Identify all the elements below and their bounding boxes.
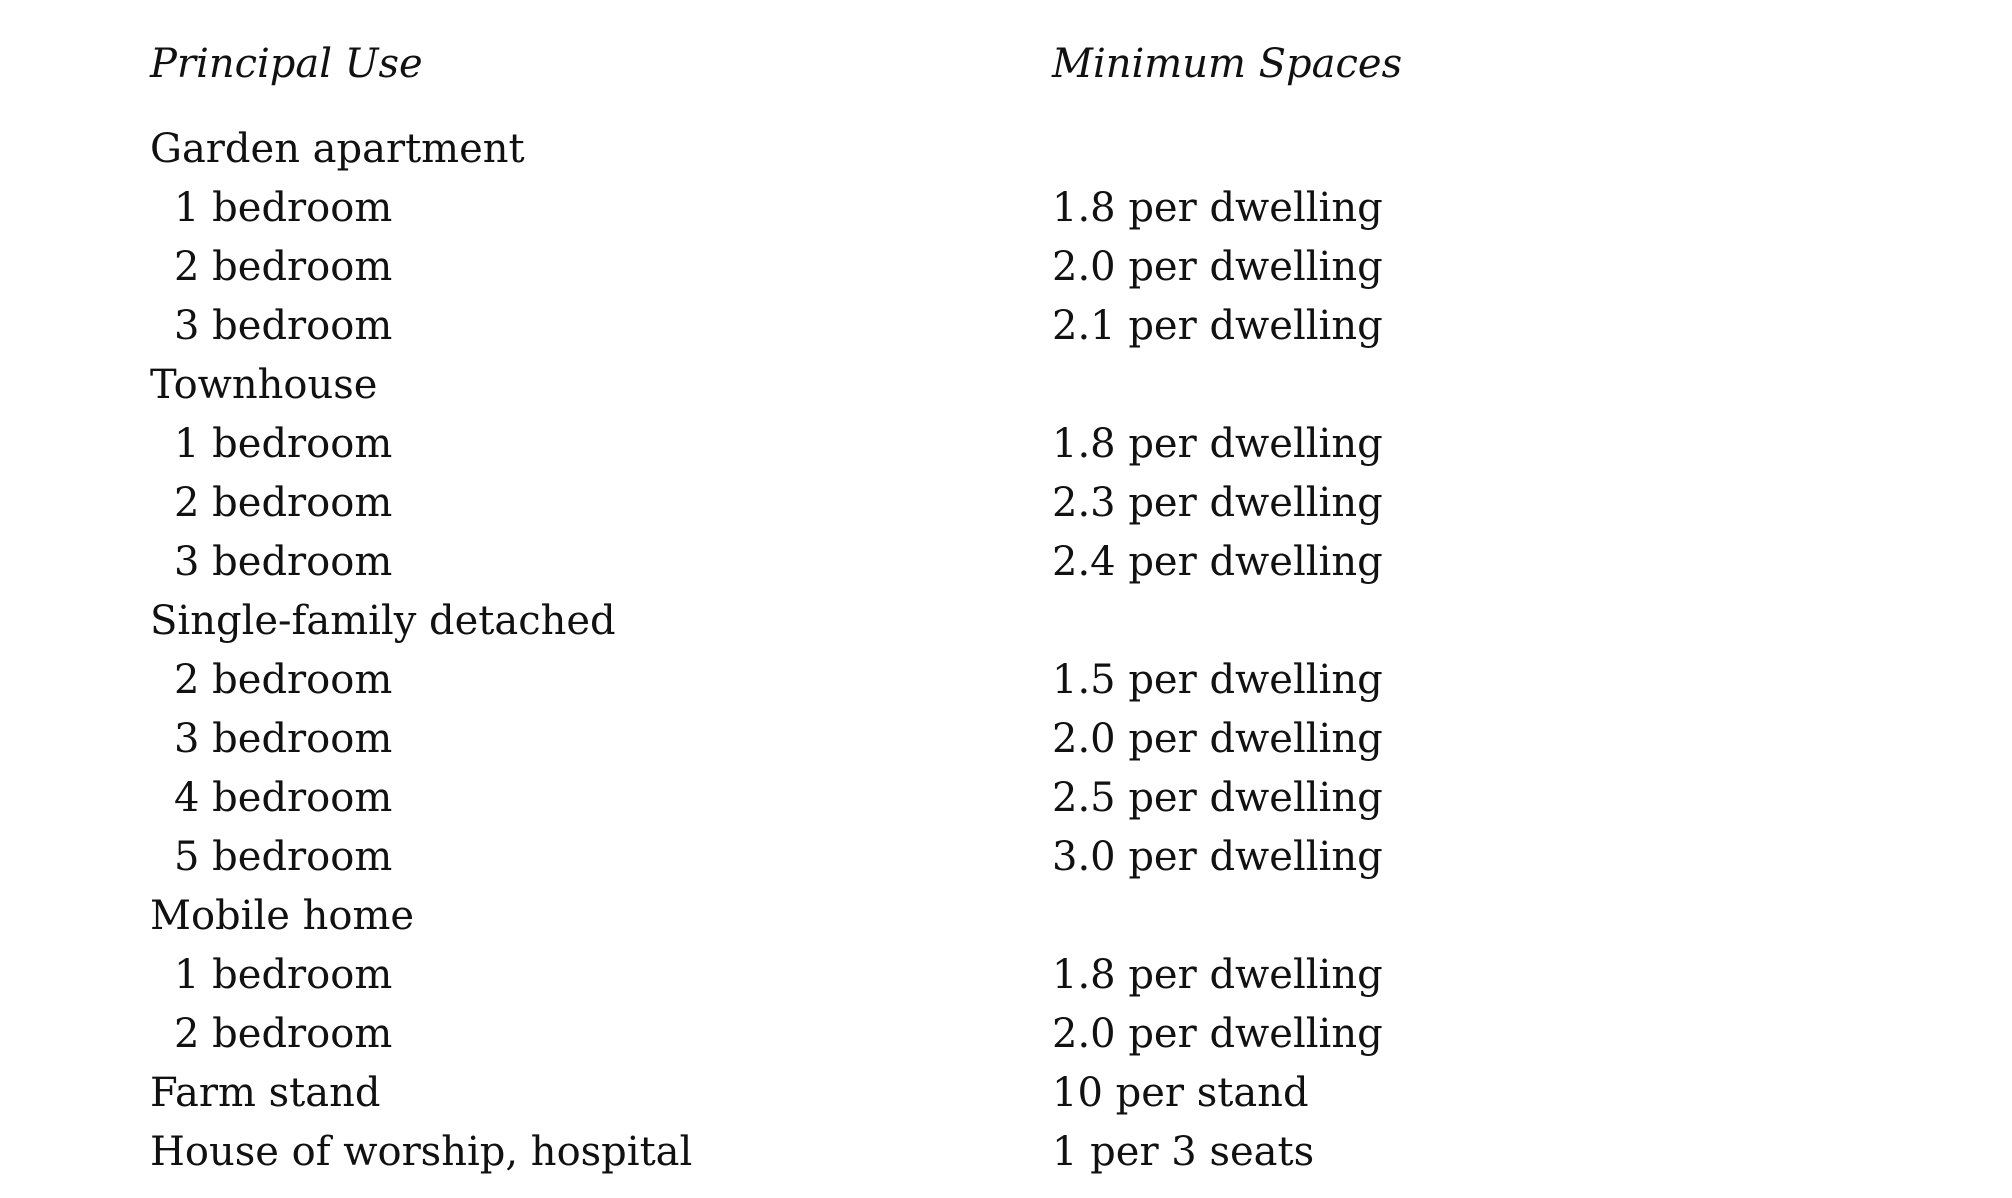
table-header xyxy=(150,34,1650,94)
table-row xyxy=(150,179,1650,238)
use-cell: 5 bedroom xyxy=(174,834,393,880)
use-cell: 2 bedroom xyxy=(174,1011,393,1057)
table-row xyxy=(150,356,1650,415)
table-row xyxy=(150,1005,1650,1064)
spaces-cell: 2.4 per dwelling xyxy=(1052,539,1383,585)
table-row xyxy=(150,651,1650,710)
minimum-spaces-header: Minimum Spaces xyxy=(1052,41,1403,87)
spaces-cell: 10 per stand xyxy=(1052,1070,1309,1116)
spaces-cell: 2.0 per dwelling xyxy=(1052,1011,1383,1057)
table-row xyxy=(150,297,1650,356)
use-cell: 4 bedroom xyxy=(174,775,393,821)
spaces-cell: 1.8 per dwelling xyxy=(1052,952,1383,998)
table-row xyxy=(150,710,1650,769)
table-row xyxy=(150,474,1650,533)
spaces-cell: 1.8 per dwelling xyxy=(1052,421,1383,467)
use-cell: Single-family detached xyxy=(150,598,616,644)
use-cell: Townhouse xyxy=(150,362,378,408)
principal-use-header: Principal Use xyxy=(150,41,423,87)
table-row xyxy=(150,769,1650,828)
use-cell: 2 bedroom xyxy=(174,244,393,290)
use-cell: 2 bedroom xyxy=(174,657,393,703)
table-row xyxy=(150,828,1650,887)
table-row xyxy=(150,1064,1650,1123)
spaces-cell: 3.0 per dwelling xyxy=(1052,834,1383,880)
table-row xyxy=(150,238,1650,297)
use-cell: 3 bedroom xyxy=(174,303,393,349)
spaces-cell: 1 per 3 seats xyxy=(1052,1129,1315,1175)
spaces-cell: 2.0 per dwelling xyxy=(1052,244,1383,290)
use-cell: 1 bedroom xyxy=(174,185,393,231)
use-cell: 2 bedroom xyxy=(174,480,393,526)
table-row xyxy=(150,946,1650,1005)
use-cell: 3 bedroom xyxy=(174,539,393,585)
use-cell: 3 bedroom xyxy=(174,716,393,762)
use-cell: 1 bedroom xyxy=(174,421,393,467)
use-cell: Mobile home xyxy=(150,893,415,939)
spaces-cell: 2.5 per dwelling xyxy=(1052,775,1383,821)
table-row xyxy=(150,1123,1650,1182)
table-row xyxy=(150,533,1650,592)
use-cell: Farm stand xyxy=(150,1070,381,1116)
spaces-cell: 2.1 per dwelling xyxy=(1052,303,1383,349)
use-cell: Garden apartment xyxy=(150,126,525,172)
table-row xyxy=(150,120,1650,179)
spaces-cell: 2.0 per dwelling xyxy=(1052,716,1383,762)
spaces-cell: 1.8 per dwelling xyxy=(1052,185,1383,231)
table-row xyxy=(150,887,1650,946)
spaces-cell: 1.5 per dwelling xyxy=(1052,657,1383,703)
table-row xyxy=(150,415,1650,474)
spaces-cell: 2.3 per dwelling xyxy=(1052,480,1383,526)
use-cell: 1 bedroom xyxy=(174,952,393,998)
use-cell: House of worship, hospital xyxy=(150,1129,693,1175)
table-row xyxy=(150,592,1650,651)
table-body xyxy=(150,120,1650,1182)
